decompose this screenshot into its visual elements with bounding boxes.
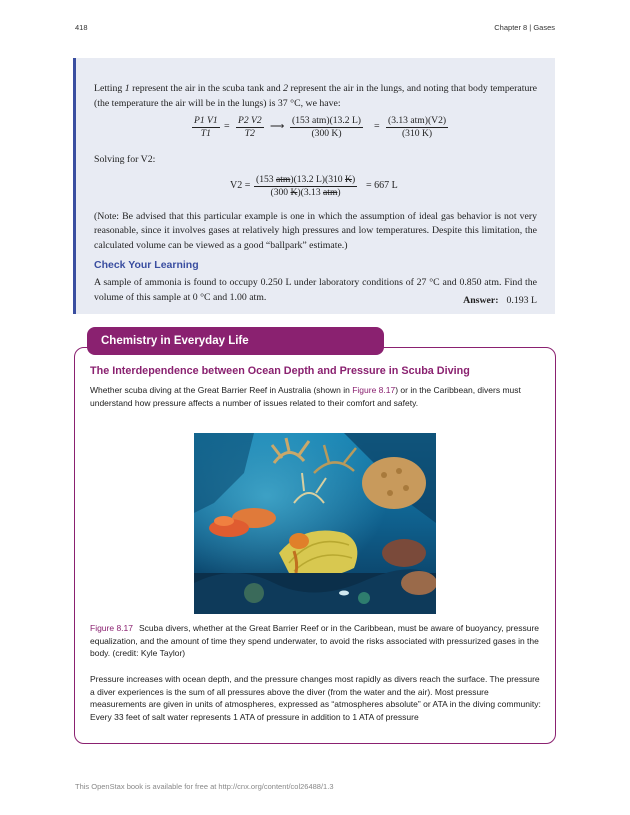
- answer-line: Answer: 0.193 L: [463, 295, 537, 306]
- check-your-learning-text: A sample of ammonia is found to occupy 0.250 L under laboratory conditions of 27 °C and 0.850 atm. Find the volume of this sample at 0 °C and 1.00 atm.: [94, 277, 537, 303]
- feature-tab: Chemistry in Everyday Life: [87, 327, 384, 355]
- fraction-substituted-right: (3.13 atm)(V2) (310 K): [388, 115, 447, 139]
- note-text: (Note: Be advised that this particular example is one in which the assumption of ideal gas behavior is not very reasonable, since it involves gases at relatively high pressures and low temperatures. Despite this limitation, the calculated volume can be viewed as a good “ballpark” estimate.): [94, 210, 537, 251]
- page-number: 418: [75, 23, 88, 32]
- arrow-icon: ⟶: [270, 121, 285, 132]
- fraction-substituted-left: (153 atm)(13.2 L) (300 K): [292, 115, 362, 139]
- example-intro: Letting 1 represent the air in the scuba tank and 2 represent the air in the lungs, and noting that body temperature (the temperature the air will be in the lungs) is 37 °C, we have:: [94, 83, 537, 109]
- coral-reef-photo: [194, 433, 436, 614]
- equation-lhs: V2 =: [230, 179, 251, 191]
- fraction-volume: (153 atm)(13.2 L)(310 K) (300 K)(3.13 atm): [256, 173, 356, 198]
- solving-for-text: Solving for V2:: [94, 154, 156, 165]
- feature-paragraph-2: Pressure increases with ocean depth, and the pressure changes most rapidly as divers reach the surface. The pressure a diver experiences is the sum of all pressures above the diver (from the water and the air). Most pressure measurements are given in units of atmospheres, expressed as “atmospheres absolute” or ATA in the diving community: Every 33 feet of salt water represents 1 ATA of pressure in addition to 1 ATA of pressure: [90, 674, 541, 722]
- feature-paragraph-1: Whether scuba diving at the Great Barrier Reef in Australia (shown in Figure 8.17) or in the Caribbean, divers must understand how pressure affects a number of issues related to their comfort and safety.: [90, 385, 521, 408]
- fraction-p1v1-t1: $\frac{P1 V1}{T1}$: [194, 115, 218, 139]
- example-box: [73, 58, 555, 314]
- figure-caption: Figure 8.17 Scuba divers, whether at the Great Barrier Reef or in the Caribbean, must be aware of buoyancy, pressure equalization, and the amount of time they spend underwater, to avoid the risks associated with pressurized gases in the body. (credit: Kyle Taylor): [90, 623, 540, 658]
- footer-text: This OpenStax book is available for free at http://cnx.org/content/col26488/1.3: [75, 782, 334, 791]
- fraction-p2v2-t2: $\frac{P2 V2}{T2}$: [238, 115, 262, 139]
- chapter-header: Chapter 8 | Gases: [494, 23, 555, 32]
- combined-gas-law-equation: [94, 115, 537, 149]
- equals-sign: =: [224, 121, 230, 132]
- check-your-learning-title: Check Your Learning: [94, 259, 199, 271]
- equation-result: = 667 L: [366, 179, 398, 191]
- feature-title: The Interdependence between Ocean Depth and Pressure in Scuba Diving: [90, 365, 470, 377]
- equals-sign: =: [374, 121, 380, 132]
- volume-solution-equation: [94, 174, 537, 206]
- figure-link[interactable]: Figure 8.17: [352, 385, 396, 395]
